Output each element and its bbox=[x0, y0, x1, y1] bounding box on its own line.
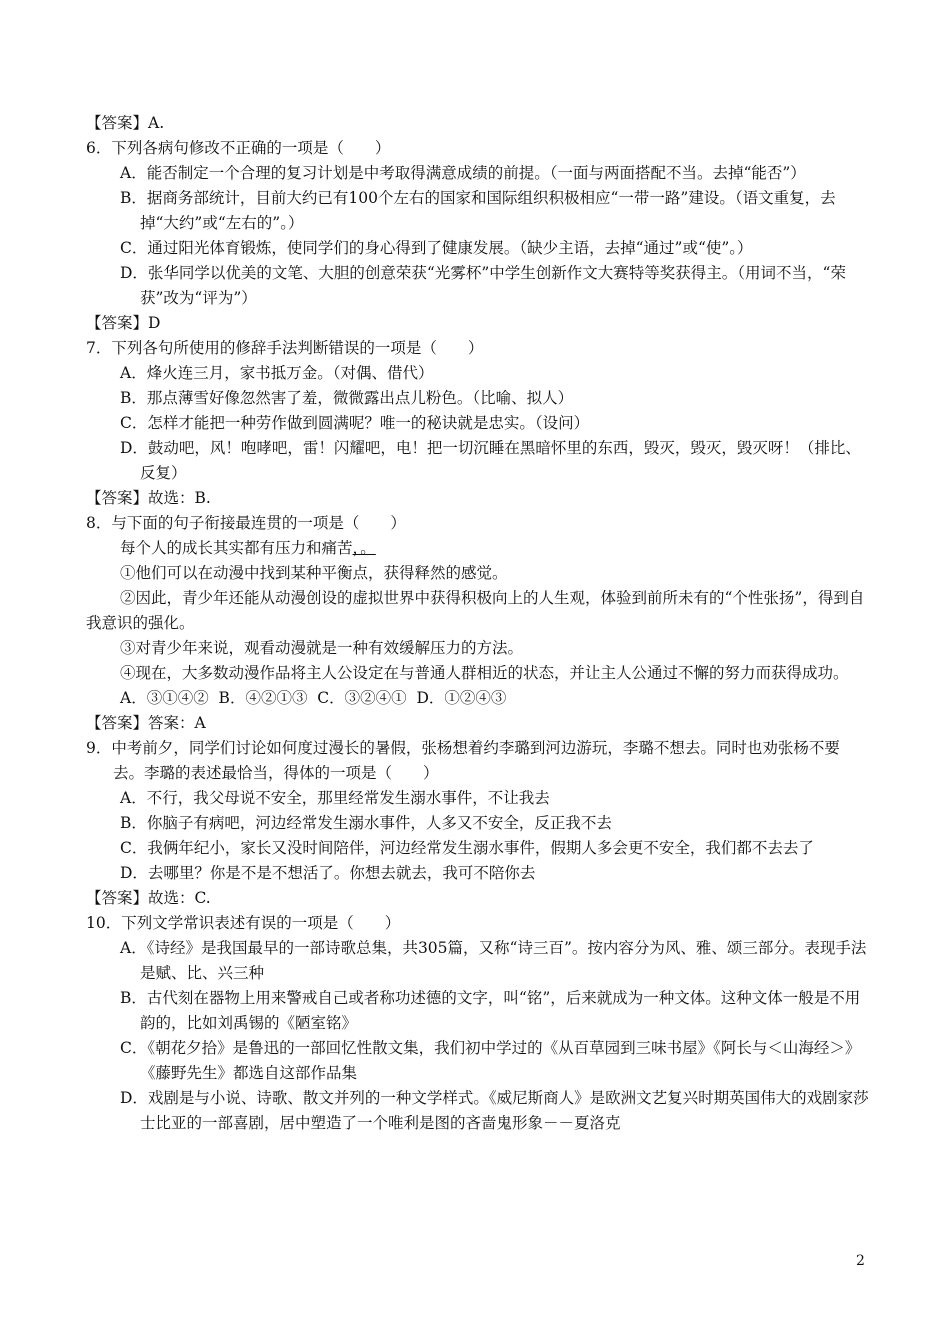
question-9-option-b: B．你脑子有病吧，河边经常发生溺水事件，人多又不安全，反正我不去 bbox=[120, 814, 612, 832]
question-8-item-1: ①他们可以在动漫中找到某种平衡点，获得释然的感觉。 bbox=[120, 564, 508, 582]
question-8-stem: 8．与下面的句子衔接最连贯的一项是（ ） bbox=[86, 514, 406, 532]
question-9-stem: 9．中考前夕，同学们讨论如何度过漫长的暑假，张杨想着约李璐到河边游玩，李璐不想去。同时也劝张杨不要去。李璐的表述最恰当，得体的一项是（ ） bbox=[86, 739, 840, 782]
question-8-blank: ，。 bbox=[352, 539, 376, 557]
question-10-option-d: D．戏剧是与小说、诗歌、散文并列的一种文学样式。《威尼斯商人》是欧洲文艺复兴时期英国伟大的戏剧家莎士比亚的一部喜剧，居中塑造了一个唯利是图的吝啬鬼形象－－夏洛克 bbox=[120, 1089, 869, 1132]
answer-6: 【答案】D bbox=[86, 314, 161, 332]
document-body bbox=[86, 111, 870, 1136]
question-8-item-2: ②因此，青少年还能从动漫创设的虚拟世界中获得积极向上的人生观，体验到前所未有的“个性张扬”，得到自我意识的强化。 bbox=[86, 589, 865, 632]
answer-5: 【答案】A. bbox=[86, 114, 165, 132]
question-7-option-a: A．烽火连三月，家书抵万金。（对偶、借代） bbox=[120, 364, 434, 382]
question-10-stem: 10．下列文学常识表述有误的一项是（ ） bbox=[86, 914, 401, 932]
question-6-option-a: A．能否制定一个合理的复习计划是中考取得满意成绩的前提。（一面与两面搭配不当。去掉“能否”） bbox=[120, 164, 806, 182]
page-number: 2 bbox=[856, 1253, 865, 1269]
answer-9: 【答案】故选：C. bbox=[86, 889, 211, 907]
question-10-option-c: C．《朝花夕拾》是鲁迅的一部回忆性散文集，我们初中学过的《从百草园到三味书屋》《阿长与＜山海经＞》《藤野先生》都选自这部作品集 bbox=[120, 1039, 861, 1082]
question-7-stem: 7．下列各句所使用的修辞手法判断错误的一项是（ ） bbox=[86, 339, 484, 357]
question-6-option-b: B．据商务部统计，目前大约已有100个左右的国家和国际组织积极相应“一带一路”建设。（语文重复，去掉“大约”或“左右的”。） bbox=[120, 189, 836, 232]
question-8-choices: A．③①④② B．④②①③ C．③②④① D．①②④③ bbox=[120, 689, 507, 707]
question-6-stem: 6．下列各病句修改不正确的一项是（ ） bbox=[86, 139, 391, 157]
answer-8: 【答案】答案：A bbox=[86, 714, 206, 732]
question-7-option-d: D．鼓动吧，风！咆哮吧，雷！闪耀吧，电！把一切沉睡在黑暗怀里的东西，毁灭，毁灭，毁灭呀！（排比、反复） bbox=[120, 439, 861, 482]
question-9-option-a: A．不行，我父母说不安全，那里经常发生溺水事件，不让我去 bbox=[120, 789, 550, 807]
answer-7: 【答案】故选：B. bbox=[86, 489, 211, 507]
question-6-option-d: D．张华同学以优美的文笔、大胆的创意荣获“光雾杯”中学生创新作文大赛特等奖获得主。（用词不当，“荣获”改为“评为”） bbox=[120, 264, 846, 307]
question-8-lead-text: 每个人的成长其实都有压力和痛苦 bbox=[120, 539, 353, 557]
question-7-option-c: C．怎样才能把一种劳作做到圆满呢？唯一的秘诀就是忠实。（设问） bbox=[120, 414, 590, 432]
question-8-item-3: ③对青少年来说，观看动漫就是一种有效缓解压力的方法。 bbox=[120, 639, 524, 657]
question-6-option-c: C．通过阳光体育锻炼，使同学们的身心得到了健康发展。（缺少主语，去掉“通过”或“使”。） bbox=[120, 239, 753, 257]
question-9-option-d: D．去哪里？你是不是不想活了。你想去就去，我可不陪你去 bbox=[120, 864, 536, 882]
question-10-option-b: B．古代刻在器物上用来警戒自己或者称功述德的文字，叫“铭”，后来就成为一种文体。这种文体一般是不用韵的，比如刘禹锡的《陋室铭》 bbox=[120, 989, 861, 1032]
question-10-option-a: A．《诗经》是我国最早的一部诗歌总集，共305篇，又称“诗三百”。按内容分为风、雅、颂三部分。表现手法是赋、比、兴三种 bbox=[120, 939, 867, 982]
question-7-option-b: B．那点薄雪好像忽然害了羞，微微露出点儿粉色。（比喻、拟人） bbox=[120, 389, 574, 407]
question-8-item-4: ④现在，大多数动漫作品将主人公设定在与普通人群相近的状态，并让主人公通过不懈的努力而获得成功。 bbox=[120, 664, 849, 682]
question-8-lead bbox=[120, 536, 870, 561]
question-9-option-c: C．我俩年纪小，家长又没时间陪伴，河边经常发生溺水事件，假期人多会更不安全，我们都不去去了 bbox=[120, 839, 814, 857]
